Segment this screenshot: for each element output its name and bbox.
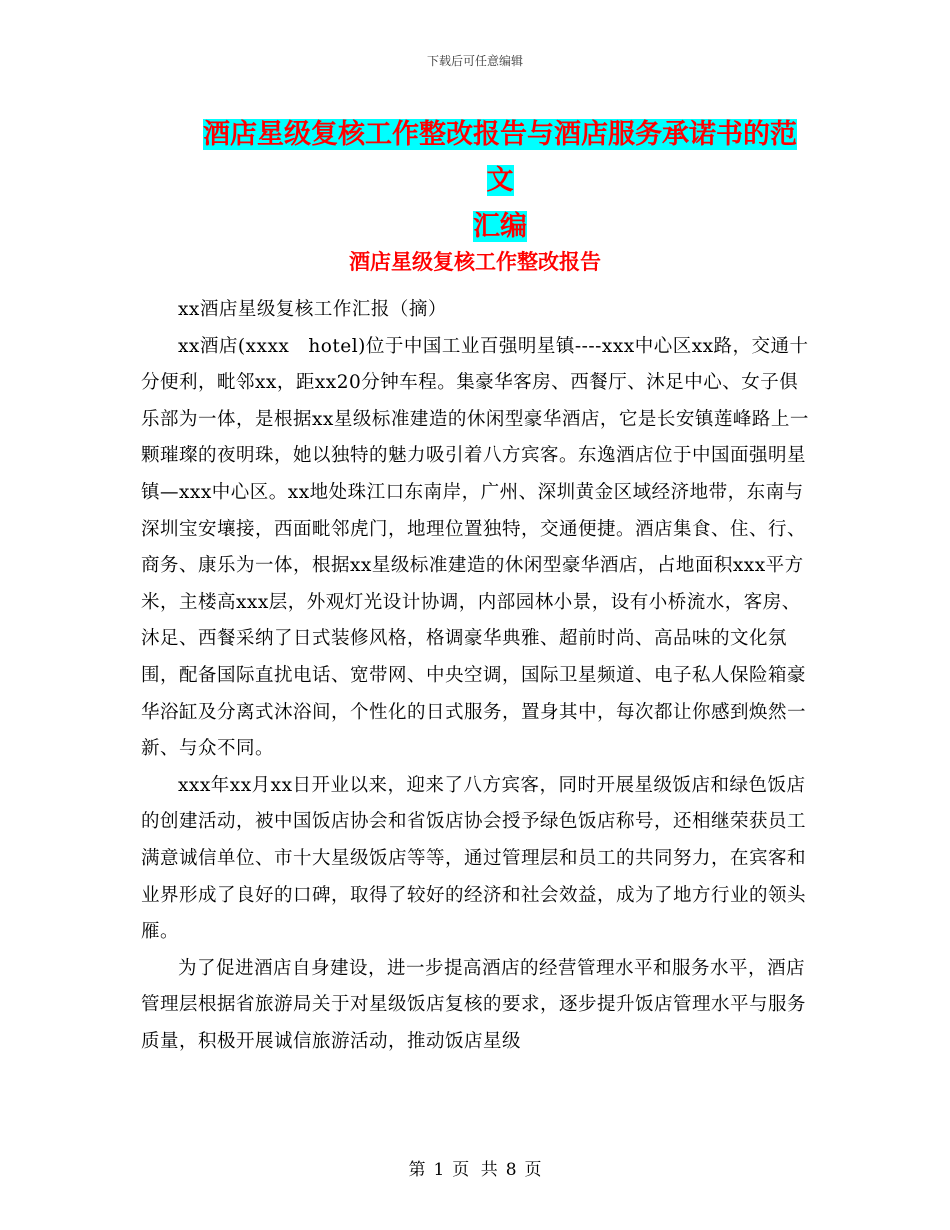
page-footer [0, 1155, 950, 1180]
paragraph: 为了促进酒店自身建设，进一步提高酒店的经营管理水平和服务水平，酒店管理层根据省旅游局关于对星级饭店复核的要求，逐步提升饭店管理水平与服务质量，积极开展诚信旅游活动，推动饭店星级 [141, 957, 807, 1052]
document-title-line2: 汇编 [473, 211, 527, 242]
document-title [190, 112, 810, 250]
page-header: 下载后可任意编辑 [426, 54, 523, 68]
footer-mid: 页 共 [452, 1160, 498, 1180]
paragraph: xx酒店(xxxx hotel)位于中国工业百强明星镇----xxx中心区xx路，交通十分便利，毗邻xx，距xx20分钟车程。集豪华客房、西餐厅、沐足中心、女子俱乐部为一体，是根据xx星级标准建造的休闲型豪华酒店，它是长安镇莲峰路上一颗璀璨的夜明珠，她以独特的魅力吸引着八方宾客。东逸酒店位于中国面强明星镇—xxx中心区。xx地处珠江口东南岸，广州、深圳黄金区域经济地带，东南与深圳宝安壤接，西面毗邻虎门，地理位置独特，交通便捷。酒店集食、住、行、商务、康乐为一体，根据xx星级标准建造的休闲型豪华酒店，占地面积xxx平方米，主楼高xxx层，外观灯光设计协调，内部园林小景，设有小桥流水，客房、沐足、西餐采纳了日式装修风格，格调豪华典雅、超前时尚、高品味的文化氛围，配备国际直扰电话、宽带网、中央空调，国际卫星频道、电子私人保险箱豪华浴缸及分离式沐浴间，个性化的日式服务，置身其中，每次都让你感到焕然一新、与众不同。 [141, 335, 809, 760]
page-number: 1 [433, 1160, 445, 1180]
paragraph: xx酒店星级复核工作汇报（摘） [178, 299, 447, 320]
section-title: 酒店星级复核工作整改报告 [349, 249, 601, 274]
document-body [141, 292, 811, 1060]
paragraph: xxx年xx月xx日开业以来，迎来了八方宾客，同时开展星级饭店和绿色饭店的创建活动，被中国饭店协会和省饭店协会授予绿色饭店称号，还相继荣获员工满意诚信单位、市十大星级饭店等等，通过管理层和员工的共同努力，在宾客和业界形成了良好的口碑，取得了较好的经济和社会效益，成为了地方行业的领头雁。 [141, 774, 807, 943]
footer-suffix: 页 [524, 1160, 542, 1180]
footer-prefix: 第 [408, 1160, 426, 1180]
document-title-line1: 酒店星级复核工作整改报告与酒店服务承诺书的范文 [203, 119, 797, 196]
total-pages: 8 [505, 1160, 517, 1180]
